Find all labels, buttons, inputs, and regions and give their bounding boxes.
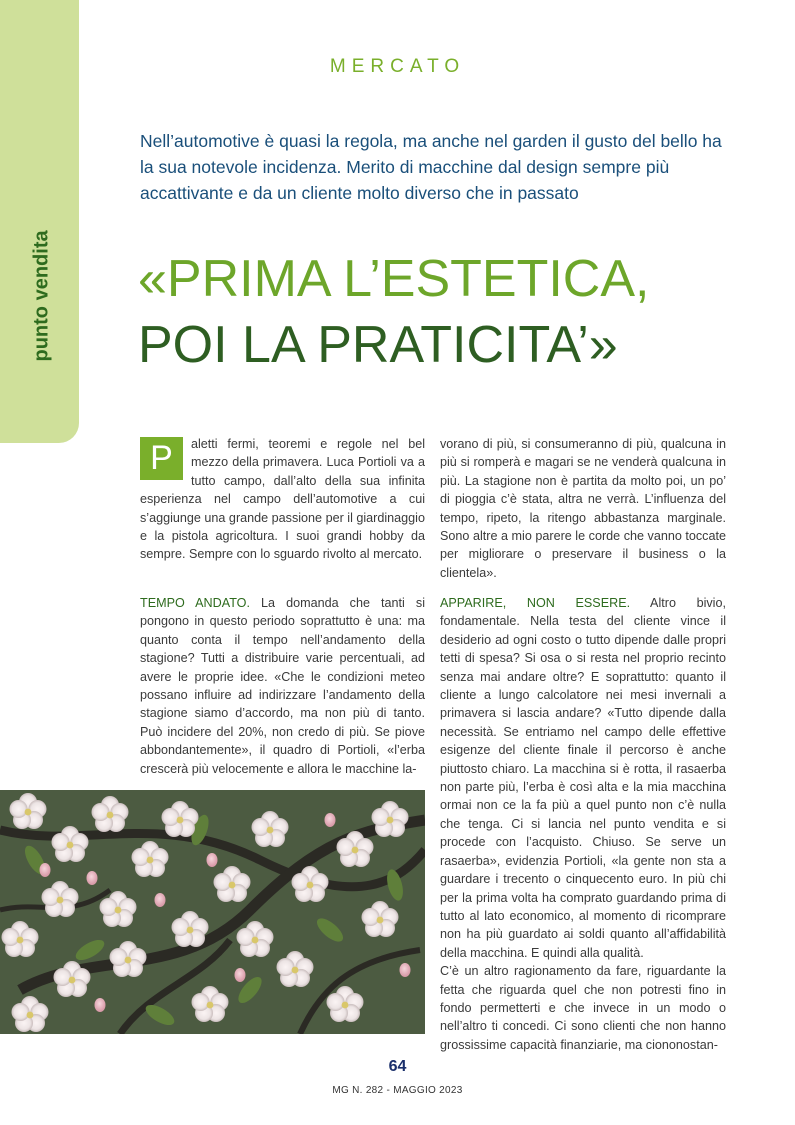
article-title — [138, 246, 758, 378]
section-heading: MERCATO — [329, 56, 466, 77]
side-tab-label: punto vendita — [30, 230, 53, 362]
body-paragraph-4-text: Altro bivio, fondamentale. Nella testa del cliente vince il desiderio ad ogni costo o tutto dipende dalle propri tetti di spesa? Si osa o si resta nel proprio recinto senza mai andare oltre? E soprattutto: quanto il cliente a lungo calcolatore nei mesi invernali a primavera si lascia andare? «Tutto dipende dalla necessità. Se entriamo nel campo delle effettive esigenze del cliente finale il percorso è anche piuttosto chiaro. La macchina si è rotta, il rasaerba non parte più, l’erba è così alta e la mia macchina ormai non ce la fa più a quel punto non c’è nulla che tenga. Ci si lancia nel punto vendita e si procede con l’acquisto. Chiuso. Se serve un rasaerba», evidenzia Portioli, «la gente non sta a guardare i trecento o cinquecento euro. In più chi per la prima volta ha comprato guardando prima di tutto al lato economico, al momento di ricomprare non ha più guardato ai soldi quanto all’affidabilità della macchina. E quindi alla qualità. — [440, 596, 726, 960]
drop-cap: P — [140, 437, 183, 480]
body-column-right-bottom — [440, 594, 726, 1067]
body-paragraph-5: C’è un altro ragionamento da fare, riguardante la fetta che riguarda quel che non potresti fino in fondo permetterti e che invece in un modo o nell’altro ti concedi. Ci sono clienti che non hanno grossissime capacità finanziarie, ma ciononostan- — [440, 964, 726, 1052]
body-paragraph-1-text: aletti fermi, teoremi e regole nel bel mezzo della primavera. Luca Portioli va a tutto campo, dall’alto della sua infinita esperienza nel campo dell’automotive a cui s’aggiunge una grande passione per il giardinaggio e la pistola agricoltura. I suoi grandi hobby da sempre. Sempre con lo sguardo rivolto al mercato. — [140, 437, 425, 562]
article-intro: Nell’automotive è quasi la regola, ma anche nel garden il gusto del bello ha la sua notevole incidenza. Merito di macchine dal design sempre più accattivante e da un cliente molto diverso che in passato — [140, 131, 722, 203]
title-line-1: «PRIMA L’ESTETICA, — [138, 250, 650, 308]
title-line-2: POI LA PRATICITA’» — [138, 316, 618, 374]
blossom-photo — [0, 790, 425, 1034]
body-paragraph-2 — [140, 594, 425, 778]
body-paragraph-2-text: La domanda che tanti si pongono in questo periodo soprattutto è una: ma quanto conta il tempo nell’andamento della stagione? Tutti a distribuire varie percentuali, ad avere le proprie idee. «Che le condizioni meteo possano influire ad indirizzare l’andamento della stagione siamo d’accordo, ma non più di tanto. Può incidere del 20%, non credo di più. Se piove abbondantemente», il quadro di Portioli, «l’erba crescerà più velocemente e allora le macchine la- — [140, 596, 425, 776]
body-column-left-bottom — [140, 594, 425, 791]
issue-line: MG N. 282 - MAGGIO 2023 — [332, 1085, 463, 1096]
body-column-left-top — [140, 435, 425, 577]
page-number: 64 — [388, 1058, 407, 1075]
body-paragraph-1 — [140, 435, 425, 564]
body-paragraph-3: vorano di più, si consumeranno di più, qualcuna in più si romperà e magari se ne venderà qualcuna in più. La stagione non è partita da molto poi, un po’ di pioggia c’è stata, altra ne verrà. L’influenza del tempo, ripeto, la ritengo abbastanza marginale. Sono altre a mio parere le corde che vanno toccate per migliorare o preservare il business o la clientela». — [440, 437, 726, 580]
body-paragraph-4 — [440, 594, 726, 962]
run-in-heading-tempo: TEMPO ANDATO. — [140, 596, 250, 610]
body-column-right-top — [440, 435, 726, 595]
run-in-heading-apparire: APPARIRE, NON ESSERE. — [440, 596, 631, 610]
